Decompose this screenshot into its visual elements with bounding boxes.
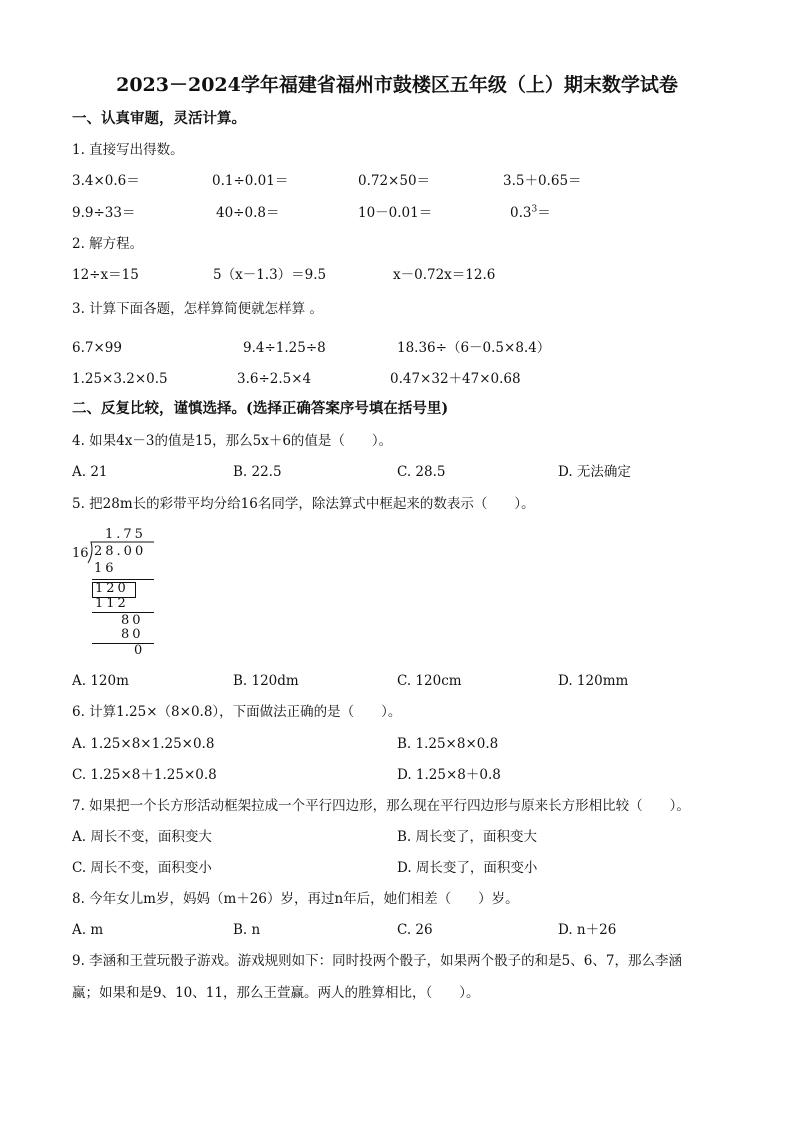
q3-item: 6.7×99 <box>72 340 122 356</box>
q4-option-d: D. 无法确定 <box>558 464 631 480</box>
division-step-2: 120 <box>95 581 129 596</box>
q1-item: 3.5＋0.65＝ <box>503 173 582 189</box>
q1-item: 40÷0.8＝ <box>216 205 280 221</box>
q1-item: 0.72×50＝ <box>358 173 431 189</box>
q3-label: 3. 计算下面各题，怎样算简便就怎样算 。 <box>72 301 323 317</box>
division-step-1: 16 <box>94 561 117 576</box>
q6-option-a: A. 1.25×8×1.25×0.8 <box>72 736 215 752</box>
q7-option-c: C. 周长不变，面积变小 <box>72 860 212 876</box>
division-divisor: 16 <box>72 546 89 561</box>
q7-stem: 7. 如果把一个长方形活动框架拉成一个平行四边形，那么现在平行四边形与原来长方形相比较（ ）。 <box>72 798 690 814</box>
power-exponent: 3 <box>531 204 538 215</box>
division-rule-1 <box>92 579 154 580</box>
q5-option-b: B. 120dm <box>233 673 299 689</box>
q1-label: 1. 直接写出得数。 <box>72 142 184 158</box>
q8-option-d: D. n＋26 <box>558 922 617 938</box>
section-1-heading: 一、认真审题，灵活计算。 <box>72 110 246 127</box>
section-2-heading: 二、反复比较，谨慎选择。(选择正确答案序号填在括号里) <box>72 400 449 417</box>
q3-item: 1.25×3.2×0.5 <box>72 371 168 387</box>
q4-option-c: C. 28.5 <box>397 464 446 480</box>
q7-option-d: D. 周长变了，面积变小 <box>397 860 538 876</box>
q6-option-c: C. 1.25×8＋1.25×0.8 <box>72 767 217 783</box>
q2-item: 5（x－1.3）＝9.5 <box>213 267 327 283</box>
q3-item: 3.6÷2.5×4 <box>237 371 312 387</box>
q7-option-b: B. 周长变了，面积变大 <box>397 829 538 845</box>
q2-item: x－0.72x＝12.6 <box>393 267 496 283</box>
q1-item: 0.1÷0.01＝ <box>212 173 289 189</box>
q4-stem: 4. 如果4x－3的值是15，那么5x＋6的值是（ ）。 <box>72 433 393 449</box>
q4-option-b: B. 22.5 <box>233 464 282 480</box>
power-equals: ＝ <box>537 205 551 221</box>
q2-item: 12÷x＝15 <box>72 267 139 283</box>
q5-option-a: A. 120m <box>72 673 129 689</box>
division-step-4: 80 <box>121 613 144 628</box>
q8-option-c: C. 26 <box>397 922 433 938</box>
q1-item-power <box>510 205 551 221</box>
q5-option-d: D. 120mm <box>558 673 629 689</box>
division-dividend: 28.00 <box>94 544 147 559</box>
division-step-3: 112 <box>95 596 129 611</box>
q9-stem-line-2: 赢；如果和是9、10、11，那么王萱赢。两人的胜算相比，（ ）。 <box>72 985 480 1001</box>
q6-option-b: B. 1.25×8×0.8 <box>397 736 499 752</box>
q3-item: 9.4÷1.25÷8 <box>243 340 326 356</box>
q5-option-c: C. 120cm <box>397 673 462 689</box>
q1-item: 9.9÷33＝ <box>72 205 136 221</box>
q8-option-a: A. m <box>72 922 104 938</box>
q3-item: 0.47×32＋47×0.68 <box>390 371 521 387</box>
q8-stem: 8. 今年女儿m岁，妈妈（m＋26）岁，再过n年后，她们相差（ ）岁。 <box>72 891 519 907</box>
q9-stem-line-1: 9. 李涵和王萱玩骰子游戏。游戏规则如下：同时投两个骰子，如果两个骰子的和是5、6、7，那么李涵 <box>72 953 682 969</box>
q7-option-a: A. 周长不变，面积变大 <box>72 829 212 845</box>
q2-label: 2. 解方程。 <box>72 236 144 252</box>
q4-option-a: A. 21 <box>72 464 108 480</box>
division-quotient: 1.75 <box>105 527 146 542</box>
q5-stem: 5. 把28m长的彩带平均分给16名同学，除法算式中框起来的数表示（ ）。 <box>72 496 535 512</box>
q1-item: 3.4×0.6＝ <box>72 173 140 189</box>
q6-option-d: D. 1.25×8＋0.8 <box>397 767 501 783</box>
division-step-5: 80 <box>121 627 144 642</box>
q8-option-b: B. n <box>233 922 261 938</box>
long-division-figure <box>72 526 162 660</box>
q1-item: 10－0.01＝ <box>358 205 433 221</box>
q3-item: 18.36÷（6－0.5×8.4） <box>397 340 551 356</box>
q6-stem: 6. 计算1.25×（8×0.8），下面做法正确的是（ ）。 <box>72 704 402 720</box>
division-remainder: 0 <box>134 643 146 658</box>
power-base: 0.3 <box>510 205 532 221</box>
page-title: 2023－2024学年福建省福州市鼓楼区五年级（上）期末数学试卷 <box>116 74 678 96</box>
